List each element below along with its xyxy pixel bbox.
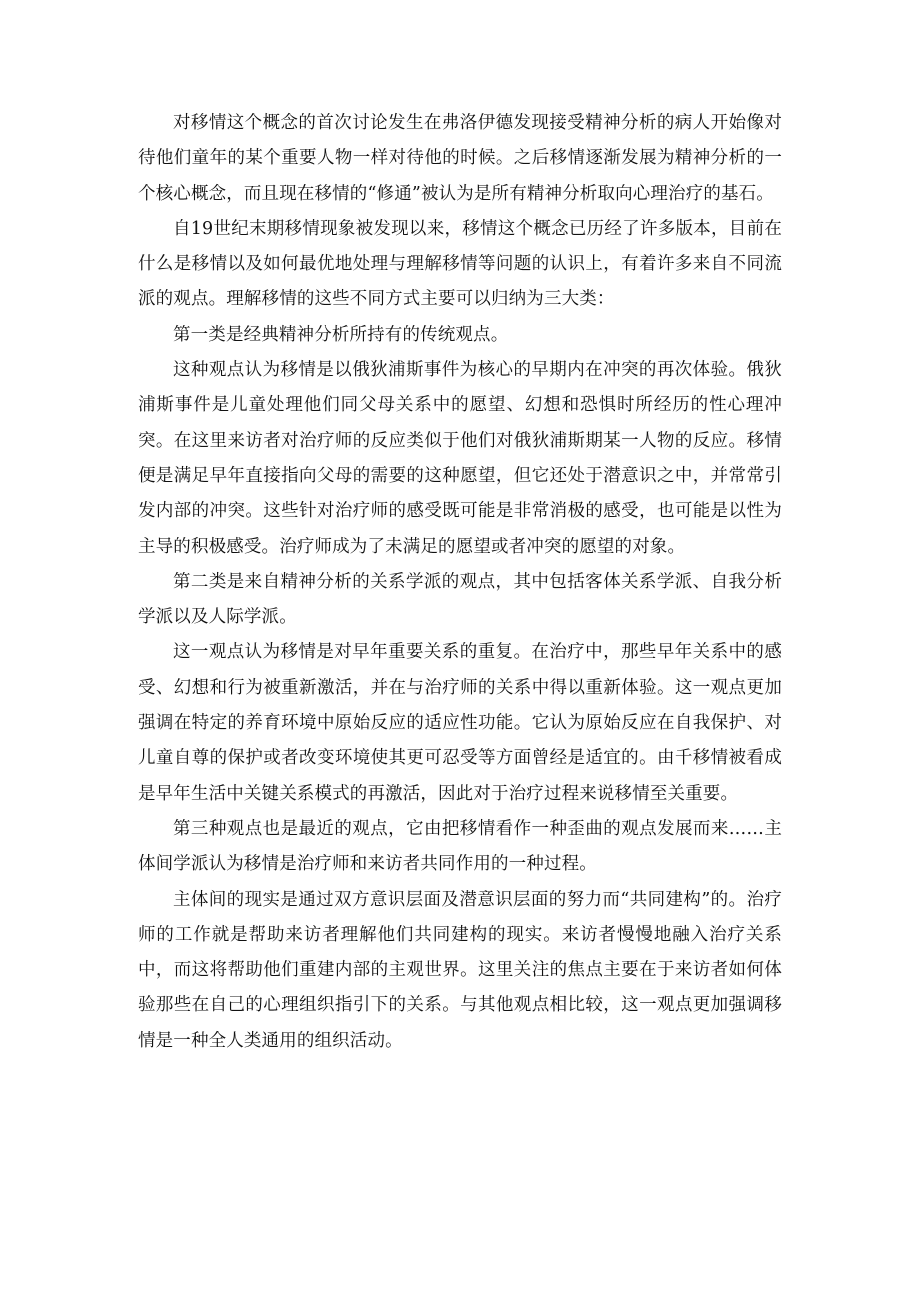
paragraph-8: 主体间的现实是通过双方意识层面及潜意识层面的努力而“共同建构”的。治疗师的工作就是帮助来访者理解他们共同建构的现实。来访者慢慢地融入治疗关系中，而这将帮助他们重建内部的主观世界。这里关注的焦点主要在于来访者如何体验那些在自己的心理组织指引下的关系。与其他观点相比较，这一观点更加强调移情是一种全人类通用的组织活动。	[138, 889, 782, 1051]
paragraph-3: 第一类是经典精神分析所持有的传统观点。	[173, 324, 509, 345]
paragraph-2: 自19世纪末期移情现象被发现以来，移情这个概念已历经了许多版本，目前在什么是移情以及如何最优地处理与理解移情等问题的认识上，有着许多来自不同流派的观点。理解移情的这些不同方式主要可以归纳为三大类：	[138, 218, 782, 310]
paragraph-7: 第三种观点也是最近的观点，它由把移情看作一种歪曲的观点发展而来……主体间学派认为移情是治疗师和来访者共同作用的一种过程。	[138, 818, 782, 875]
paragraph-6: 这一观点认为移情是对早年重要关系的重复。在治疗中，那些早年关系中的感受、幻想和行为被重新激活，并在与治疗师的关系中得以重新体验。这一观点更加强调在特定的养育环境中原始反应的适应性功能。它认为原始反应在自我保护、对儿童自尊的保护或者改变环境使其更可忍受等方面曾经是适宜的。由千移情被看成是早年生活中关键关系模式的再激活，因此对于治疗过程来说移情至关重要。	[138, 642, 782, 804]
paragraph-1: 对移情这个概念的首次讨论发生在弗洛伊德发现接受精神分析的病人开始像对待他们童年的某个重要人物一样对待他的时候。之后移情逐渐发展为精神分析的一个核心概念，而且现在移情的“修通”被认为是所有精神分析取向心理治疗的基石。	[138, 113, 782, 204]
document-body	[138, 106, 782, 1059]
paragraph-4: 这种观点认为移情是以俄狄浦斯事件为核心的早期内在冲突的再次体验。俄狄浦斯事件是儿童处理他们同父母关系中的愿望、幻想和恐惧时所经历的性心理冲突。在这里来访者对治疗师的反应类似于他们对俄狄浦斯期某一人物的反应。移情便是满足早年直接指向父母的需要的这种愿望，但它还处于潜意识之中，并常常引发内部的冲突。这些针对治疗师的感受既可能是非常消极的感受，也可能是以性为主导的积极感受。治疗师成为了未满足的愿望或者冲突的愿望的对象。	[138, 360, 782, 557]
paragraph-5: 第二类是来自精神分析的关系学派的观点，其中包括客体关系学派、自我分析学派以及人际学派。	[138, 571, 782, 628]
